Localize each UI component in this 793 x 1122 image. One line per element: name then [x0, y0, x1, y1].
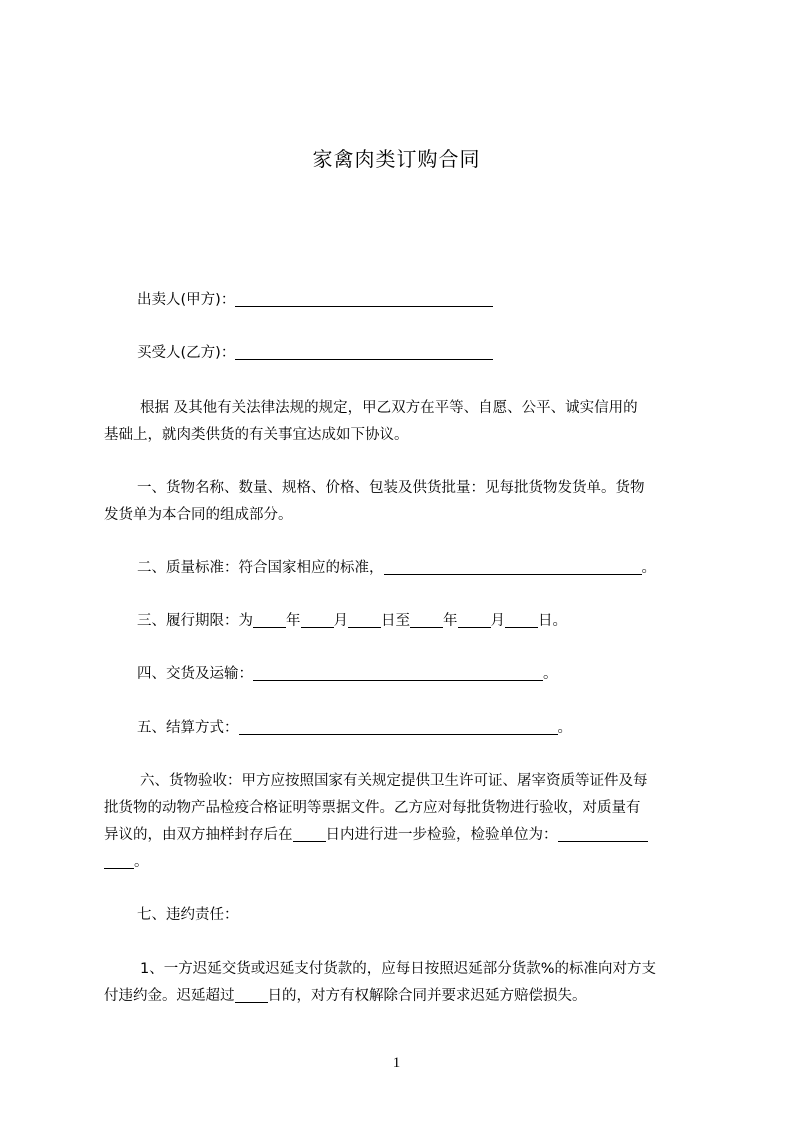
- seller-line: [137, 289, 493, 311]
- inspection-days-blank[interactable]: [293, 825, 326, 842]
- clause-2-label: 二、质量标准：符合国家相应的标准，: [137, 560, 384, 576]
- clause-5-end: 。: [557, 720, 572, 736]
- clause-4: [137, 663, 558, 685]
- clause-3-year: 年: [286, 613, 301, 629]
- start-day-blank[interactable]: [348, 611, 381, 628]
- clause-2: [137, 557, 656, 579]
- preamble-line-1: 根据 及其他有关法律法规的规定，甲乙双方在平等、自愿、公平、诚实信用的: [140, 400, 638, 416]
- clause-7-item-1-line-1: 1、一方迟延交货或迟延支付货款的，应每日按照迟延部分货款%的标准向对方支: [140, 961, 657, 977]
- preamble-line-2: 基础上，就肉类供货的有关事宜达成如下协议。: [104, 427, 409, 443]
- clause-7-item-1-line-2a: 付违约金。迟延超过: [104, 988, 235, 1004]
- end-year-blank[interactable]: [410, 611, 443, 628]
- clause-3-month2: 月: [490, 613, 505, 629]
- settlement-blank[interactable]: [239, 718, 558, 735]
- clause-5-label: 五、结算方式：: [137, 720, 239, 736]
- clause-1-line-2: 发货单为本合同的组成部分。: [104, 507, 293, 523]
- quality-standard-blank[interactable]: [384, 558, 642, 575]
- clause-3: [137, 610, 567, 632]
- page-title: 家禽肉类订购合同: [312, 147, 481, 171]
- buyer-line: [137, 342, 493, 364]
- buyer-blank[interactable]: [235, 343, 493, 360]
- start-year-blank[interactable]: [253, 611, 286, 628]
- clause-7-item-1-line-2b: 日的，对方有权解除合同并要求迟延方赔偿损失。: [267, 988, 587, 1004]
- clause-6-end: 。: [134, 854, 149, 870]
- clause-6-line-1: 六、货物验收：甲方应按照国家有关规定提供卫生许可证、屠宰资质等证件及每: [140, 773, 648, 789]
- inspection-unit-blank-cont[interactable]: [104, 852, 134, 869]
- clause-6-line-3a: 异议的，由双方抽样封存后在: [104, 827, 293, 843]
- clause-1-line-1: 一、货物名称、数量、规格、价格、包装及供货批量：见每批货物发货单。货物: [137, 480, 645, 496]
- delivery-blank[interactable]: [253, 664, 543, 681]
- clause-7-heading: 七、违约责任：: [137, 907, 239, 923]
- clause-5: [137, 717, 572, 739]
- clause-3-month: 月: [333, 613, 348, 629]
- end-month-blank[interactable]: [458, 611, 491, 628]
- clause-2-end: 。: [641, 560, 656, 576]
- clause-3-end: 日。: [538, 613, 567, 629]
- buyer-label: 买受人(乙方)：: [137, 345, 236, 361]
- seller-label: 出卖人(甲方)：: [137, 292, 236, 308]
- clause-4-label: 四、交货及运输：: [137, 666, 253, 682]
- start-month-blank[interactable]: [301, 611, 334, 628]
- clause-3-label: 三、履行期限：为: [137, 613, 253, 629]
- clause-7-item-1-line-2: [104, 985, 587, 1007]
- delay-days-blank[interactable]: [235, 986, 268, 1003]
- clause-6-line-4: [104, 851, 149, 873]
- clause-4-end: 。: [543, 666, 558, 682]
- clause-3-year2: 年: [443, 613, 458, 629]
- clause-6-line-3: [104, 824, 648, 846]
- end-day-blank[interactable]: [505, 611, 538, 628]
- page-number: 1: [392, 1055, 401, 1071]
- clause-6-line-3b: 日内进行进一步检验，检验单位为：: [325, 827, 558, 843]
- clause-3-to: 日至: [381, 613, 410, 629]
- inspection-unit-blank[interactable]: [558, 825, 648, 842]
- clause-6-line-2: 批货物的动物产品检疫合格证明等票据文件。乙方应对每批货物进行验收，对质量有: [104, 800, 641, 816]
- seller-blank[interactable]: [235, 290, 493, 307]
